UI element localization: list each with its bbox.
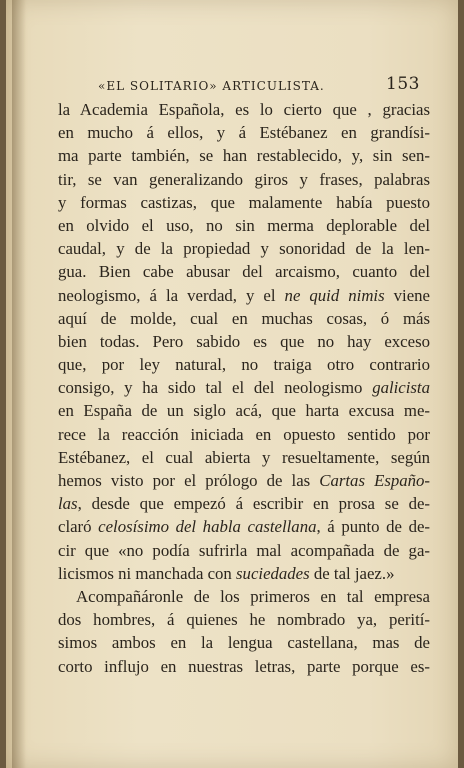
text-line [58, 121, 430, 144]
text-segment: corto influjo en nuestras letras, parte porque es- [58, 656, 430, 676]
text-line [58, 168, 430, 191]
text-line [58, 515, 430, 538]
text-line [58, 469, 430, 492]
text-segment: Estébanez, el cual abierta y resueltamente, según [58, 447, 430, 467]
text-line [58, 446, 430, 469]
text-segment: cir que «no podía sufrirla mal acompañada de ga- [58, 540, 430, 560]
text-segment: dos hombres, á quienes he nombrado ya, perití- [58, 610, 430, 630]
text-line [58, 423, 430, 446]
text-segment: caudal, y de la propiedad y sonoridad de la len- [58, 239, 430, 259]
italic-text: las [58, 494, 78, 514]
text-line [58, 330, 430, 353]
text-line [58, 260, 430, 283]
text-line [58, 237, 430, 260]
text-segment: Acompañáronle de los primeros en tal empresa [76, 586, 430, 606]
text-line [58, 144, 430, 167]
text-segment: de tal jaez.» [309, 563, 395, 583]
text-segment: en España de un siglo acá, que harta excusa me- [58, 401, 430, 421]
text-segment: , desde que empezó á escribir en prosa se de- [77, 494, 430, 514]
text-line [58, 399, 430, 422]
text-line [58, 191, 430, 214]
text-segment: tir, se van generalizando giros y frases, palabras [58, 169, 430, 189]
text-line [58, 98, 430, 121]
text-segment: ma parte también, se han restablecido, y, sin sen- [58, 146, 430, 166]
text-segment: claró [58, 517, 99, 537]
italic-text: galicista [372, 378, 430, 398]
text-line [58, 376, 430, 399]
text-line [58, 492, 430, 515]
text-line [58, 353, 430, 376]
text-line [58, 631, 430, 654]
text-segment: , á punto de de- [316, 517, 431, 537]
italic-text: Cartas Españo- [319, 471, 431, 490]
italic-text: suciedades [236, 563, 310, 583]
text-segment: consigo, y ha sido tal el del neologismo [58, 378, 373, 398]
text-segment: licismos ni manchada con [58, 563, 237, 583]
italic-text: celosísimo del habla castellana [98, 517, 317, 537]
body-text [58, 98, 430, 678]
text-line [58, 585, 430, 608]
text-line [58, 284, 430, 307]
text-segment: en olvido el uso, no sin merma deplorable del [58, 215, 430, 235]
text-segment: aquí de molde, cual en muchas cosas, ó más [58, 308, 430, 328]
running-title: «EL SOLITARIO» ARTICULISTA. [98, 79, 325, 93]
text-segment: gua. Bien cabe abusar del arcaismo, cuanto del [58, 262, 430, 282]
text-line [58, 562, 430, 585]
text-segment: viene [384, 285, 430, 305]
text-line [58, 307, 430, 330]
text-line [58, 214, 430, 237]
text-segment: que, por ley natural, no traiga otro contrario [58, 355, 430, 375]
running-header [98, 76, 420, 98]
text-segment: en mucho á ellos, y á Estébanez en grandísi- [58, 123, 430, 143]
italic-text: ne quid nimis [284, 285, 385, 305]
text-segment: la Academia Española, es lo cierto que , gracias [58, 100, 430, 119]
text-segment: bien todas. Pero sabido es que no hay exceso [58, 331, 430, 351]
text-segment: y formas castizas, que malamente había puesto [58, 192, 430, 212]
text-line [58, 539, 430, 562]
page-gutter-shadow [12, 0, 26, 768]
text-line [58, 608, 430, 631]
text-segment: hemos visto por el prólogo de las [58, 471, 320, 490]
text-segment: rece la reacción iniciada en opuesto sentido por [58, 424, 430, 444]
text-segment: neologismo, á la verdad, y el [58, 285, 285, 305]
text-line [58, 655, 430, 678]
book-page [6, 0, 458, 768]
page-number: 153 [386, 74, 420, 94]
text-segment: simos ambos en la lengua castellana, mas de [58, 633, 430, 653]
